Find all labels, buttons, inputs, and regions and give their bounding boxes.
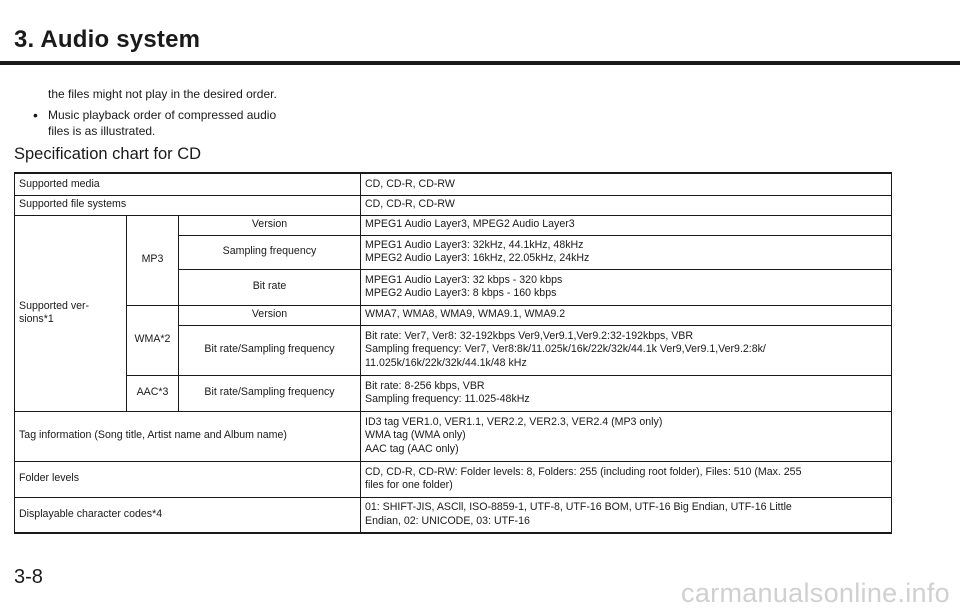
table-row bbox=[15, 195, 892, 215]
value-line: Bit rate: Ver7, Ver8: 32-192kbps Ver9,Ver9.1,Ver9.2:32-192kbps, VBR bbox=[365, 329, 694, 342]
versions-label-line2: sions*1 bbox=[19, 313, 54, 325]
cell-label: Supported file systems bbox=[15, 195, 361, 215]
table-row bbox=[15, 215, 892, 235]
value-line: 01: SHIFT-JIS, ASCll, ISO-8859-1, UTF-8, UTF-16 BOM, UTF-16 Big Endian, UTF-16 Little bbox=[365, 501, 792, 514]
value-line: MPEG1 Audio Layer3: 32kHz, 44.1kHz, 48kHz bbox=[365, 238, 584, 251]
spec-table bbox=[14, 172, 892, 534]
table-row bbox=[15, 461, 892, 497]
value-line: files for one folder) bbox=[365, 479, 453, 491]
cell-label: Displayable character codes*4 bbox=[15, 497, 361, 533]
table-row bbox=[15, 497, 892, 533]
value-line: ID3 tag VER1.0, VER1.1, VER2.2, VER2.3, VER2.4 (MP3 only) bbox=[365, 415, 663, 428]
cell-label: Bit rate/Sampling frequency bbox=[179, 325, 361, 375]
value-line: WMA tag (WMA only) bbox=[365, 429, 466, 442]
value-line: CD, CD-R, CD-RW: Folder levels: 8, Folders: 255 (including root folder), Files: 510 (Max. 255 bbox=[365, 465, 802, 478]
table-row bbox=[15, 411, 892, 461]
table-row bbox=[15, 375, 892, 411]
cell-value: CD, CD-R, CD-RW bbox=[361, 173, 892, 195]
section-heading: Specification chart for CD bbox=[14, 145, 202, 163]
value-line: Sampling frequency: Ver7, Ver8:8k/11.025k/16k/22k/32k/44.1k Ver9,Ver9.1,Ver9.2:8k/ bbox=[365, 343, 766, 356]
value-line: Endian, 02: UNICODE, 03: UTF-16 bbox=[365, 514, 530, 527]
bullet-text-line1: Music playback order of compressed audio bbox=[48, 108, 277, 122]
continuation-text: the files might not play in the desired order. bbox=[48, 87, 277, 101]
cell-value bbox=[361, 411, 892, 461]
wma-label: WMA*2 bbox=[127, 305, 179, 375]
cell-value bbox=[361, 497, 892, 533]
value-line: MPEG1 Audio Layer3: 32 kbps - 320 kbps bbox=[365, 273, 563, 286]
value-line: 11.025k/16k/22k/32k/44.1k/48 kHz bbox=[365, 356, 527, 369]
value-line: Sampling frequency: 11.025-48kHz bbox=[365, 393, 530, 405]
bullet-text bbox=[48, 107, 276, 139]
value-line: AAC tag (AAC only) bbox=[365, 442, 459, 455]
versions-label bbox=[15, 215, 127, 411]
cell-label: Version bbox=[179, 305, 361, 325]
value-line: MPEG2 Audio Layer3: 8 kbps - 160 kbps bbox=[365, 287, 557, 299]
cell-label: Tag information (Song title, Artist name and Album name) bbox=[15, 411, 361, 461]
table-row bbox=[15, 173, 892, 195]
value-line: Bit rate: 8-256 kbps, VBR bbox=[365, 379, 485, 392]
cell-value bbox=[361, 375, 892, 411]
cell-value bbox=[361, 235, 892, 269]
cell-label: Version bbox=[179, 215, 361, 235]
chapter-title: 3. Audio system bbox=[14, 26, 201, 53]
cell-value bbox=[361, 325, 892, 375]
cell-label: Folder levels bbox=[15, 461, 361, 497]
header-rule bbox=[0, 61, 960, 65]
cell-value: WMA7, WMA8, WMA9, WMA9.1, WMA9.2 bbox=[361, 305, 892, 325]
watermark: carmanualsonline.info bbox=[681, 578, 950, 608]
table-row bbox=[15, 305, 892, 325]
bullet-marker: • bbox=[33, 107, 38, 123]
aac-label: AAC*3 bbox=[127, 375, 179, 411]
cell-value: MPEG1 Audio Layer3, MPEG2 Audio Layer3 bbox=[361, 215, 892, 235]
value-line: MPEG2 Audio Layer3: 16kHz, 22.05kHz, 24kHz bbox=[365, 252, 590, 264]
cell-value bbox=[361, 461, 892, 497]
versions-label-line1: Supported ver- bbox=[19, 299, 90, 312]
page-number: 3-8 bbox=[14, 566, 43, 588]
bullet-text-line2: files is as illustrated. bbox=[48, 124, 156, 138]
cell-label: Bit rate/Sampling frequency bbox=[179, 375, 361, 411]
cell-value: CD, CD-R, CD-RW bbox=[361, 195, 892, 215]
mp3-label: MP3 bbox=[127, 215, 179, 305]
cell-value bbox=[361, 269, 892, 305]
cell-label: Bit rate bbox=[179, 269, 361, 305]
cell-label: Supported media bbox=[15, 173, 361, 195]
cell-label: Sampling frequency bbox=[179, 235, 361, 269]
